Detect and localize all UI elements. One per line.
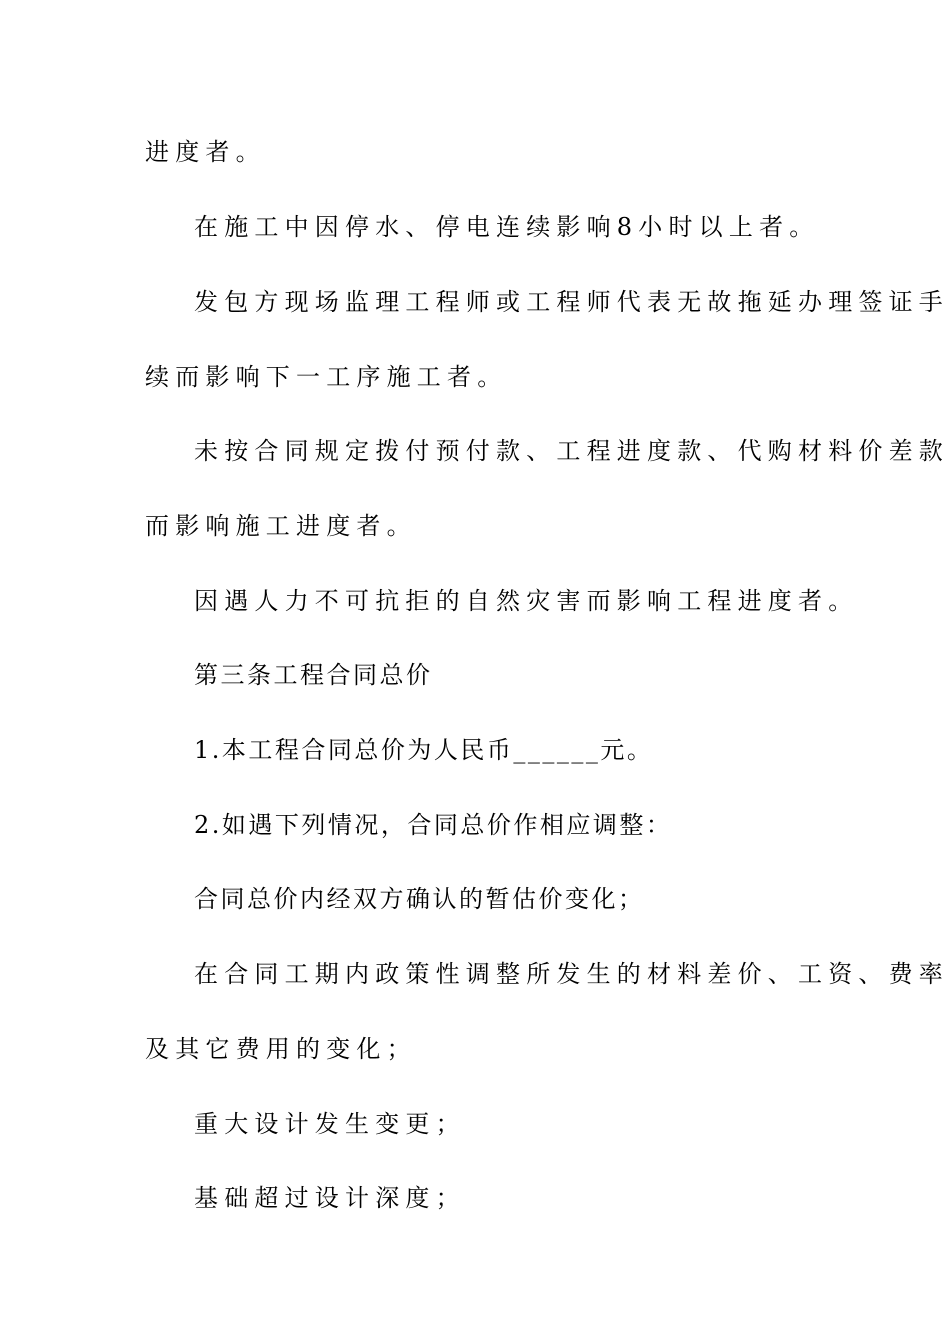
paragraph-line: 未按合同规定拨付预付款、工程进度款、代购材料价差款 xyxy=(194,437,949,465)
paragraph-line: 在合同工期内政策性调整所发生的材料差价、工资、费率 xyxy=(194,960,949,988)
paragraph-continuation-line: 续而影响下一工序施工者。 xyxy=(145,363,508,391)
paragraph-line: 合同总价内经双方确认的暂估价变化； xyxy=(194,885,645,913)
paragraph-line: 因遇人力不可抗拒的自然灾害而影响工程进度者。 xyxy=(194,587,859,615)
paragraph-line: 1.本工程合同总价为人民币______元。 xyxy=(194,736,654,764)
paragraph-line: 基础超过设计深度； xyxy=(194,1184,466,1212)
paragraph-line: 2.如遇下列情况，合同总价作相应调整： xyxy=(194,811,673,839)
paragraph-continuation-line: 进度者。 xyxy=(145,138,266,166)
paragraph-line: 在施工中因停水、停电连续影响8小时以上者。 xyxy=(194,213,820,241)
paragraph-line: 发包方现场监理工程师或工程师代表无故拖延办理签证手 xyxy=(194,288,949,316)
section-heading: 第三条工程合同总价 xyxy=(194,661,433,689)
paragraph-continuation-line: 而影响施工进度者。 xyxy=(145,512,417,540)
paragraph-line: 重大设计发生变更； xyxy=(194,1110,466,1138)
paragraph-continuation-line: 及其它费用的变化； xyxy=(145,1035,417,1063)
